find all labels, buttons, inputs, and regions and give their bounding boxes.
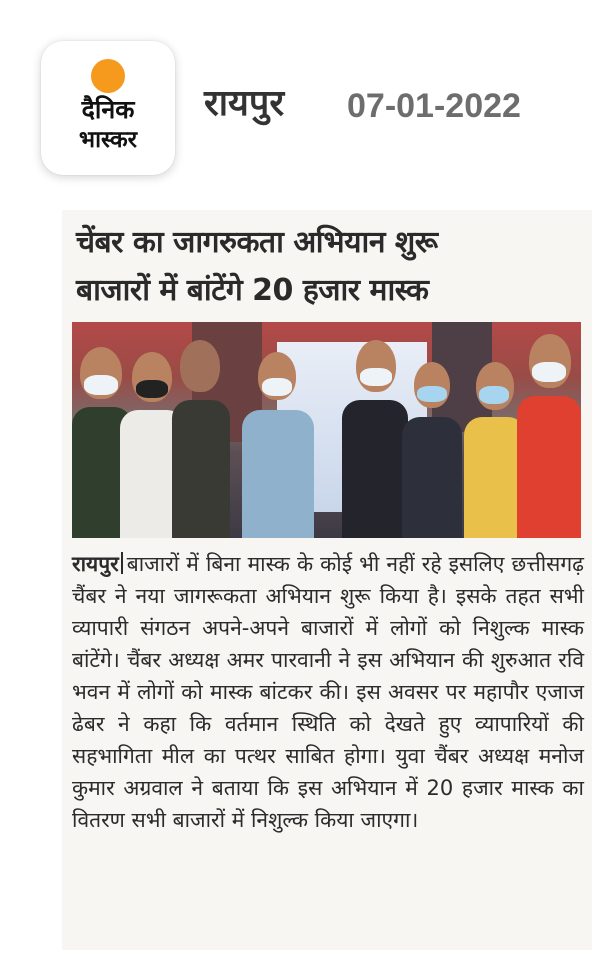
dainik-bhaskar-logo: [41, 41, 175, 175]
article-text: बाजारों में बिना मास्क के कोई भी नहीं रहे इसलिए छत्तीसगढ़ चैंबर ने नया जागरूकता अभियान शुरू किया है। इसके तहत सभी व्यापारी संगठन अपने-अपने बाजारों में लोगों को निशुल्क मास्क बांटेंगे। चैंबर अध्यक्ष अमर पारवानी ने इस अभियान की शुरुआत रवि भवन में लोगों को मास्क बांटकर की। इस अवसर पर महापौर एजाज ढेबर ने कहा कि वर्तमान स्थिति को देखते हुए व्यापारियों की सहभागिता मील का पत्थर साबित होगा। युवा चैंबर अध्यक्ष मनोज कुमार अग्रवाल ने बताया कि इस अभियान में 20 हजार मास्क का वितरण सभी बाजारों में निशुल्क किया जाएगा।: [72, 552, 584, 832]
dateline-divider: [121, 552, 123, 574]
article-dateline: रायपुर: [72, 552, 119, 576]
edition-city: रायपुर: [204, 83, 285, 124]
edition-date: 07-01-2022: [347, 87, 521, 125]
logo-text-line1: दैनिक: [81, 95, 135, 124]
article-photo: [72, 322, 581, 538]
newspaper-clipping: [62, 210, 592, 950]
headline-line-1: चेंबर का जागरुकता अभियान शुरू: [76, 225, 438, 260]
logo-sun-icon: [91, 59, 125, 93]
logo-text-line2: भास्कर: [78, 127, 138, 153]
headline-line-2: बाजारों में बांटेंगे 20 हजार मास्क: [76, 273, 429, 308]
article-body: [72, 548, 584, 836]
